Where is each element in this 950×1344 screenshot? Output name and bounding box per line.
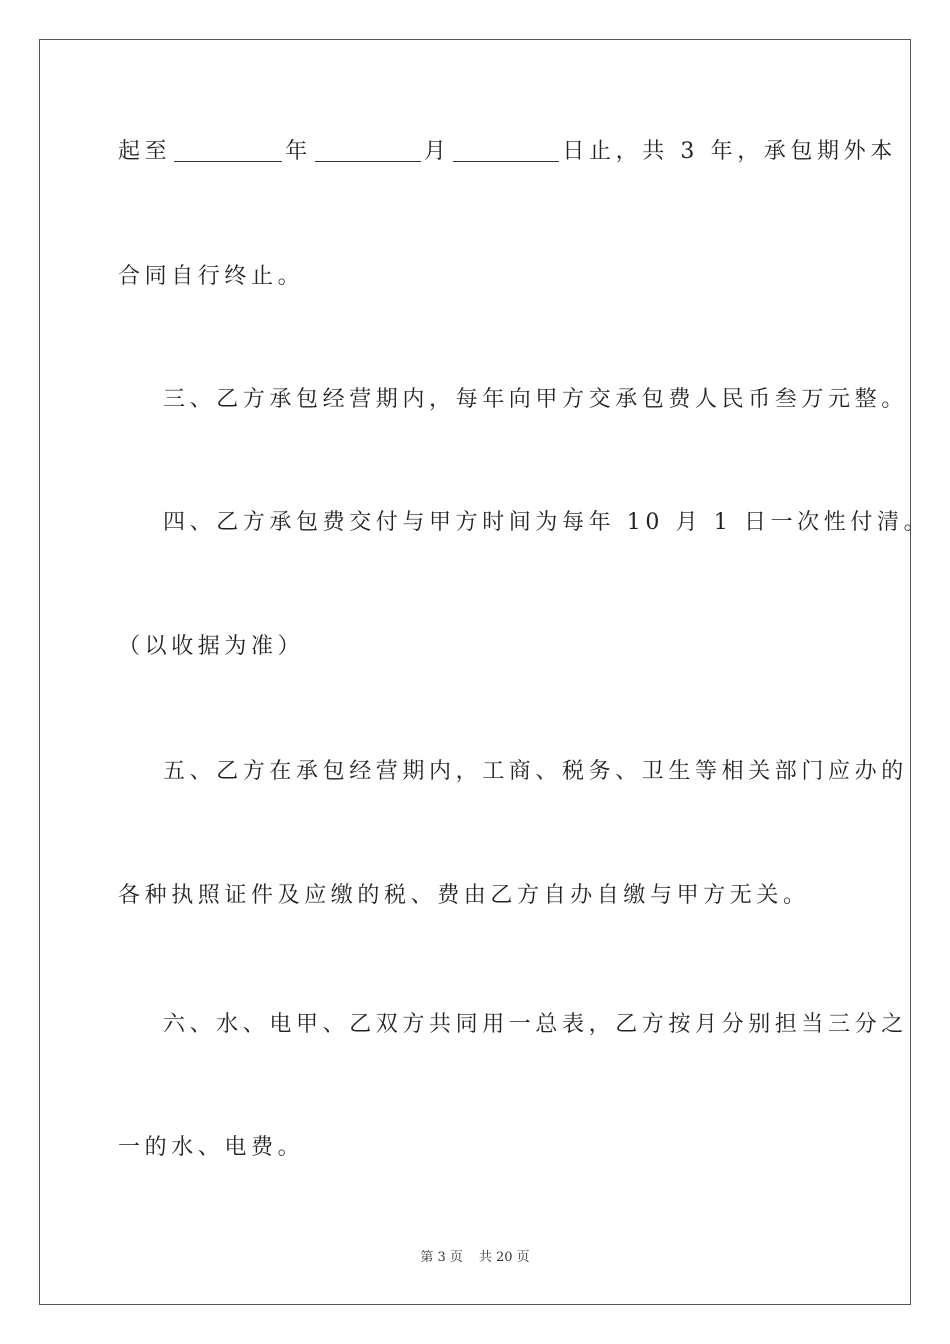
- text-segment: 月: [423, 139, 451, 164]
- clause-6-continued: 一的水、电费。: [118, 1135, 305, 1160]
- page-footer: [0, 1246, 950, 1265]
- clause-4: 四、乙方承包费交付与甲方时间为每年 10 月 1 日一次性付清。: [163, 510, 931, 535]
- blank-day-field: [453, 141, 559, 162]
- clause-3: 三、乙方承包经营期内，每年向甲方交承包费人民币叁万元整。: [163, 387, 908, 412]
- page-border: [39, 39, 931, 1305]
- clause-5-continued: 各种执照证件及应缴的税、费由乙方自办自缴与甲方无关。: [118, 883, 810, 908]
- blank-year-field: [174, 141, 282, 162]
- text-segment: 起至: [118, 139, 172, 164]
- clause-5: 五、乙方在承包经营期内，工商、税务、卫生等相关部门应办的: [163, 759, 908, 784]
- clause-4-note: （以收据为准）: [118, 634, 305, 659]
- blank-month-field: [315, 141, 421, 162]
- text-line-date-range: [118, 137, 897, 167]
- text-segment: 年: [285, 139, 312, 164]
- page-total: 共 20 页: [478, 1250, 530, 1265]
- clause-6: 六、水、电甲、乙双方共同用一总表，乙方按月分别担当三分之: [163, 1012, 908, 1037]
- text-segment: 日止，共 3 年，承包期外本: [562, 139, 897, 164]
- text-line: 合同自行终止。: [118, 264, 305, 289]
- page-number: 第 3 页: [420, 1250, 463, 1265]
